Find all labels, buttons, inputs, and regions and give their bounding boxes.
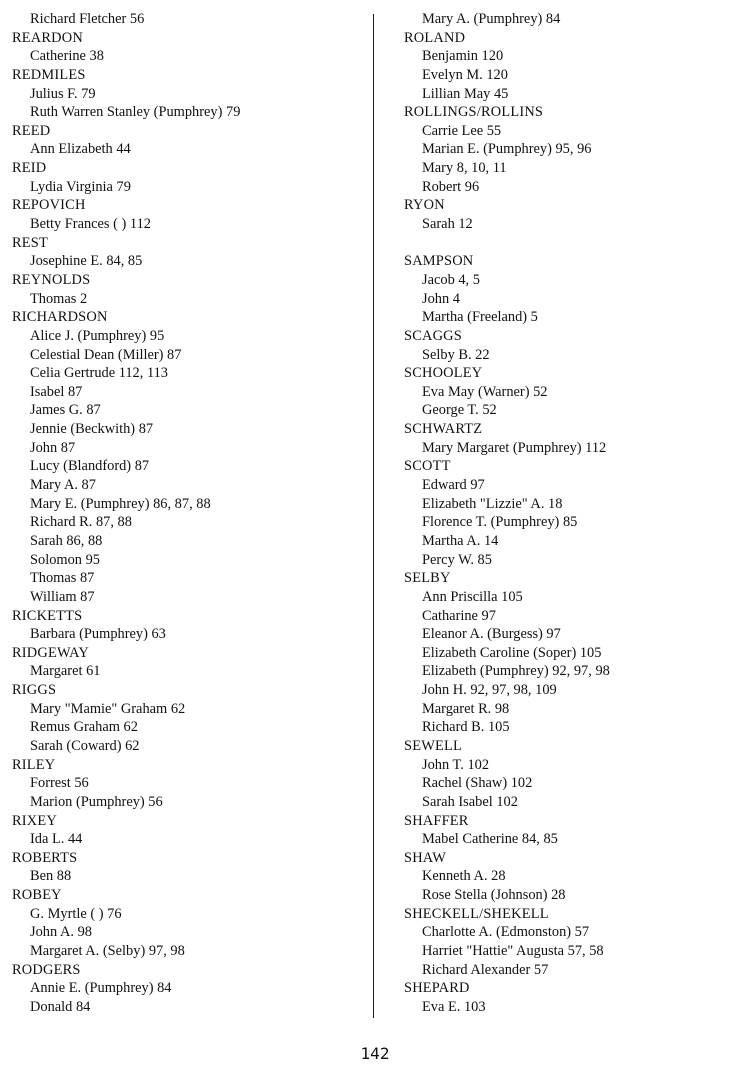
name-entry: Florence T. (Pumphrey) 85 bbox=[422, 514, 578, 531]
name-entry: Eva E. 103 bbox=[422, 998, 486, 1015]
name-entry: Lillian May 45 bbox=[422, 85, 509, 102]
surname-heading: RIDGEWAY bbox=[12, 644, 90, 661]
name-entry: Carrie Lee 55 bbox=[422, 122, 502, 139]
name-entry: Evelyn M. 120 bbox=[422, 66, 508, 83]
name-entry: Elizabeth Caroline (Soper) 105 bbox=[422, 644, 602, 661]
surname-heading: REED bbox=[12, 122, 51, 139]
name-entry: Betty Frances ( ) 112 bbox=[30, 216, 151, 233]
name-entry: Mary E. (Pumphrey) 86, 87, 88 bbox=[30, 495, 211, 512]
name-entry: Martha A. 14 bbox=[422, 532, 499, 549]
name-entry: Ann Priscilla 105 bbox=[422, 588, 523, 605]
name-entry: Sarah 12 bbox=[422, 216, 473, 233]
name-entry: John T. 102 bbox=[422, 756, 490, 773]
surname-heading: REYNOLDS bbox=[12, 271, 91, 288]
name-entry: Donald 84 bbox=[30, 998, 91, 1015]
surname-heading: SCHOOLEY bbox=[404, 365, 483, 382]
name-entry: Celestial Dean (Miller) 87 bbox=[30, 346, 182, 363]
surname-heading: ROLLINGS/ROLLINS bbox=[404, 104, 544, 121]
name-entry: Remus Graham 62 bbox=[30, 719, 138, 736]
name-entry: Mary A. (Pumphrey) 84 bbox=[422, 11, 561, 27]
name-entry: Benjamin 120 bbox=[422, 48, 504, 65]
name-entry: Robert 96 bbox=[422, 178, 480, 195]
name-entry: Julius F. 79 bbox=[30, 85, 96, 102]
name-entry: Celia Gertrude 112, 113 bbox=[30, 365, 169, 382]
name-entry: Barbara (Pumphrey) 63 bbox=[30, 626, 166, 643]
name-entry: Ben 88 bbox=[30, 868, 72, 885]
surname-heading: RICKETTS bbox=[12, 607, 83, 624]
name-entry: Mary "Mamie" Graham 62 bbox=[30, 700, 186, 717]
surname-heading: RIGGS bbox=[12, 682, 57, 699]
surname-heading: REID bbox=[12, 160, 47, 177]
name-entry: Martha (Freeland) 5 bbox=[422, 309, 538, 326]
name-entry: Charlotte A. (Edmonston) 57 bbox=[422, 924, 590, 941]
column-divider bbox=[373, 14, 374, 1018]
name-entry: Solomon 95 bbox=[30, 551, 100, 568]
name-entry: Sarah (Coward) 62 bbox=[30, 737, 140, 754]
surname-heading: SHAW bbox=[404, 849, 447, 866]
section-gap bbox=[404, 234, 744, 253]
name-entry: Marian E. (Pumphrey) 95, 96 bbox=[422, 141, 592, 158]
name-entry: Lucy (Blandford) 87 bbox=[30, 458, 150, 475]
name-entry: Richard B. 105 bbox=[422, 719, 510, 736]
name-entry: John H. 92, 97, 98, 109 bbox=[422, 682, 557, 699]
name-entry: Mabel Catherine 84, 85 bbox=[422, 831, 558, 848]
surname-heading: REDMILES bbox=[12, 66, 86, 83]
name-entry: Josephine E. 84, 85 bbox=[30, 253, 143, 270]
name-entry: Jennie (Beckwith) 87 bbox=[30, 421, 154, 438]
name-entry: Margaret R. 98 bbox=[422, 700, 510, 717]
name-entry: John 87 bbox=[30, 439, 76, 456]
name-entry: Elizabeth "Lizzie" A. 18 bbox=[422, 495, 563, 512]
name-entry: Lydia Virginia 79 bbox=[30, 178, 131, 195]
surname-heading: REARDON bbox=[12, 29, 83, 46]
right-index-column bbox=[404, 10, 744, 1017]
name-entry: Marion (Pumphrey) 56 bbox=[30, 793, 163, 810]
surname-heading: RIXEY bbox=[12, 812, 57, 829]
surname-heading: SAMPSON bbox=[404, 253, 474, 270]
left-index-column bbox=[12, 10, 362, 1017]
name-entry: Sarah Isabel 102 bbox=[422, 793, 518, 810]
surname-heading: RYON bbox=[404, 197, 445, 214]
surname-heading: SCOTT bbox=[404, 458, 451, 475]
name-entry: Mary Margaret (Pumphrey) 112 bbox=[422, 439, 607, 456]
name-entry: Margaret 61 bbox=[30, 663, 101, 680]
surname-heading: SHEPARD bbox=[404, 980, 470, 997]
surname-heading: ROBEY bbox=[12, 887, 62, 904]
name-entry: Harriet "Hattie" Augusta 57, 58 bbox=[422, 943, 604, 960]
name-entry: Margaret A. (Selby) 97, 98 bbox=[30, 943, 185, 960]
name-entry: Eleanor A. (Burgess) 97 bbox=[422, 626, 561, 643]
surname-heading: SHECKELL/SHEKELL bbox=[404, 905, 549, 922]
name-entry: Alice J. (Pumphrey) 95 bbox=[30, 327, 165, 344]
name-entry: Rachel (Shaw) 102 bbox=[422, 775, 533, 792]
name-entry: Mary 8, 10, 11 bbox=[422, 160, 507, 177]
name-entry: Kenneth A. 28 bbox=[422, 868, 506, 885]
surname-heading: RICHARDSON bbox=[12, 309, 108, 326]
name-entry: John 4 bbox=[422, 290, 460, 307]
name-entry: Ruth Warren Stanley (Pumphrey) 79 bbox=[30, 104, 241, 121]
name-entry: Eva May (Warner) 52 bbox=[422, 383, 548, 400]
name-entry: Edward 97 bbox=[422, 477, 485, 494]
name-entry: Catharine 97 bbox=[422, 607, 496, 624]
surname-heading: ROBERTS bbox=[12, 849, 78, 866]
name-entry: Ann Elizabeth 44 bbox=[30, 141, 131, 158]
name-entry: Annie E. (Pumphrey) 84 bbox=[30, 980, 172, 997]
surname-heading: REPOVICH bbox=[12, 197, 86, 214]
surname-heading: REST bbox=[12, 234, 48, 251]
name-entry: Richard Fletcher 56 bbox=[30, 11, 145, 27]
name-entry: Forrest 56 bbox=[30, 775, 89, 792]
name-entry: Richard Alexander 57 bbox=[422, 961, 549, 978]
name-entry: James G. 87 bbox=[30, 402, 101, 419]
name-entry: G. Myrtle ( ) 76 bbox=[30, 905, 122, 922]
name-entry: Percy W. 85 bbox=[422, 551, 492, 568]
name-entry: Sarah 86, 88 bbox=[30, 532, 103, 549]
name-entry: Jacob 4, 5 bbox=[422, 271, 480, 288]
name-entry: Catherine 38 bbox=[30, 48, 104, 65]
surname-heading: SCAGGS bbox=[404, 327, 462, 344]
name-entry: Thomas 2 bbox=[30, 290, 88, 307]
name-entry: William 87 bbox=[30, 588, 95, 605]
name-entry: George T. 52 bbox=[422, 402, 497, 419]
surname-heading: ROLAND bbox=[404, 29, 466, 46]
surname-heading: SHAFFER bbox=[404, 812, 469, 829]
surname-heading: SCHWARTZ bbox=[404, 421, 483, 438]
name-entry: Elizabeth (Pumphrey) 92, 97, 98 bbox=[422, 663, 610, 680]
name-entry: Mary A. 87 bbox=[30, 477, 96, 494]
name-entry: Selby B. 22 bbox=[422, 346, 490, 363]
name-entry: Ida L. 44 bbox=[30, 831, 83, 848]
surname-heading: RILEY bbox=[12, 756, 56, 773]
name-entry: Richard R. 87, 88 bbox=[30, 514, 132, 531]
name-entry: Isabel 87 bbox=[30, 383, 83, 400]
name-entry: Rose Stella (Johnson) 28 bbox=[422, 887, 566, 904]
name-entry: Thomas 87 bbox=[30, 570, 95, 587]
surname-heading: SELBY bbox=[404, 570, 451, 587]
surname-heading: RODGERS bbox=[12, 961, 81, 978]
name-entry: John A. 98 bbox=[30, 924, 92, 941]
surname-heading: SEWELL bbox=[404, 737, 462, 754]
page-number: 142 bbox=[360, 1044, 390, 1063]
